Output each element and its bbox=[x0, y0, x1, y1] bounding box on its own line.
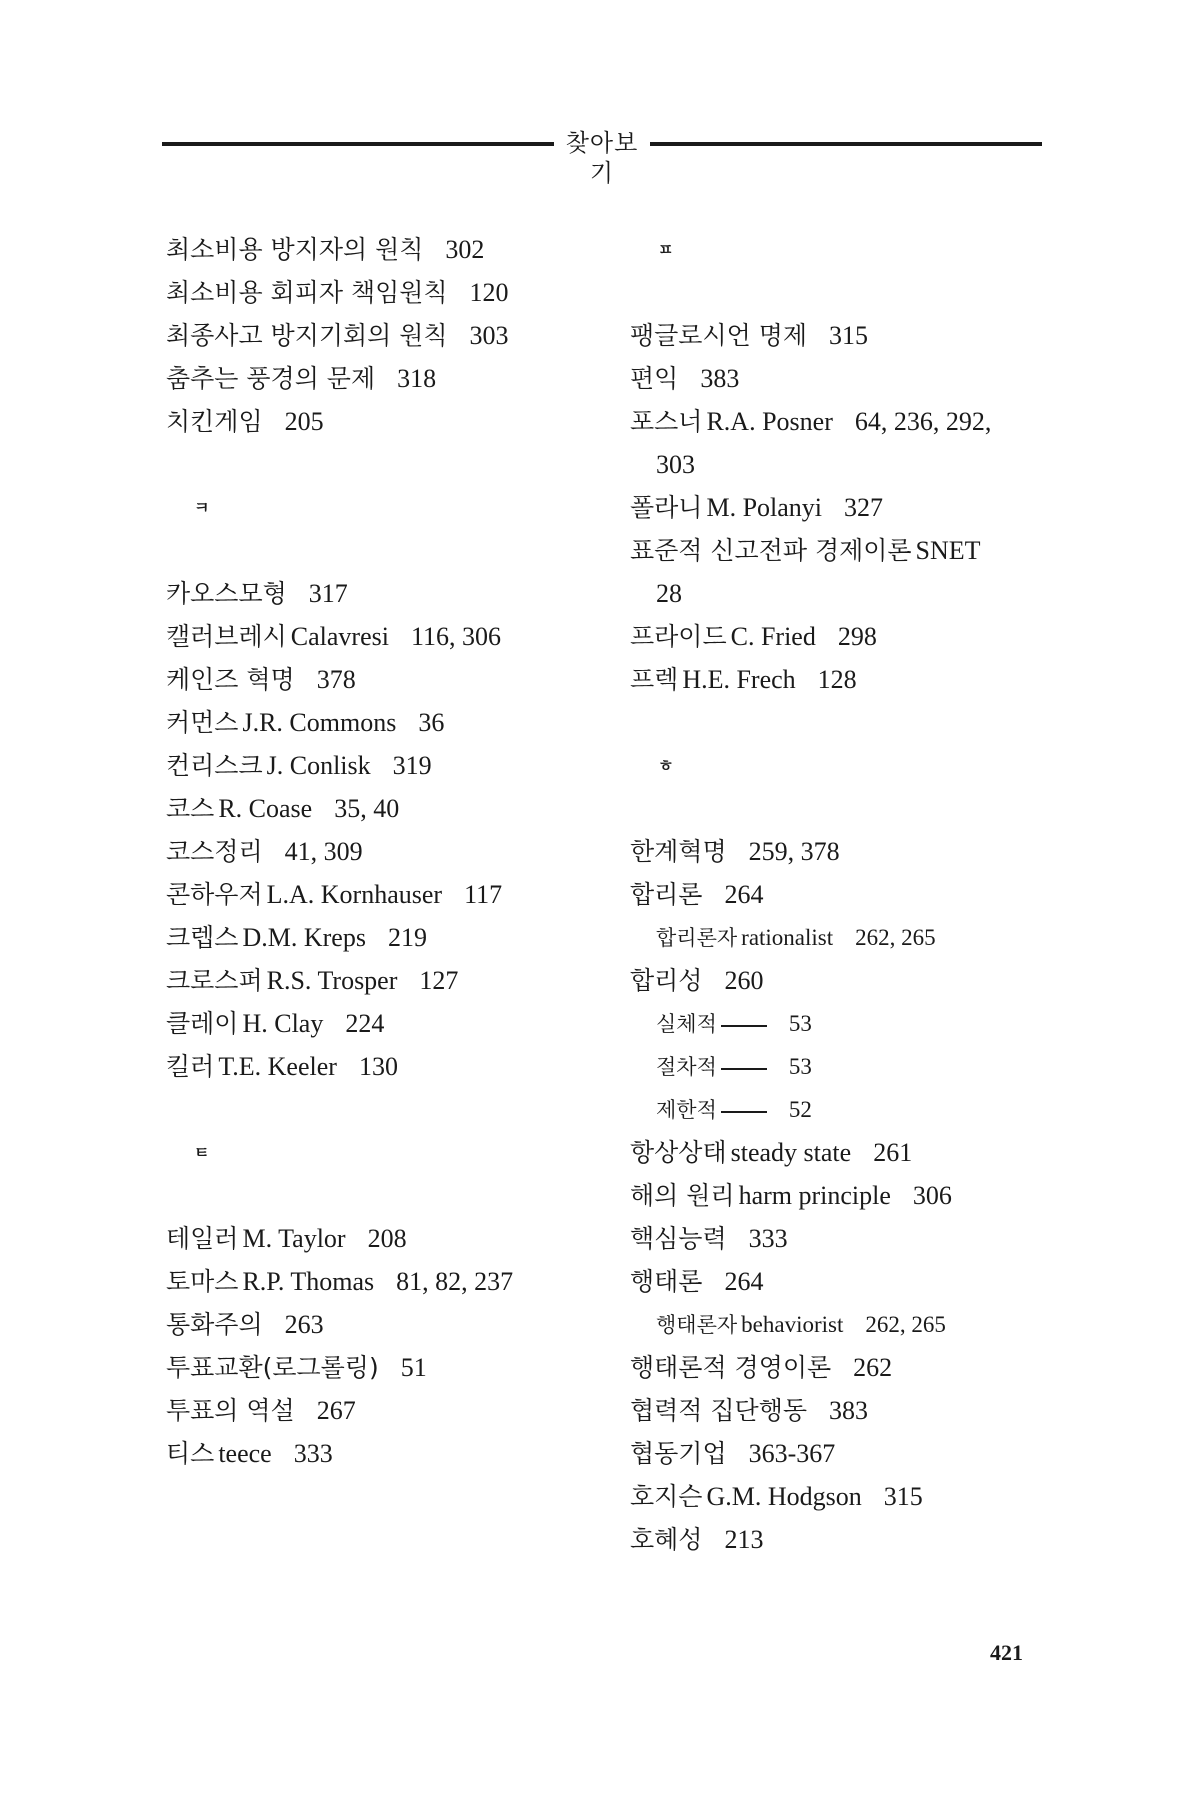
index-term: 치킨게임 bbox=[166, 407, 263, 436]
index-pages: 205 bbox=[284, 407, 324, 436]
index-entry bbox=[630, 400, 1070, 443]
index-pages: 315 bbox=[883, 1482, 923, 1511]
index-latin-name: steady state bbox=[730, 1138, 852, 1167]
index-entry bbox=[630, 1346, 1070, 1389]
index-term: 합리론 bbox=[630, 880, 703, 909]
index-entry bbox=[166, 1260, 606, 1303]
index-term: 통화주의 bbox=[166, 1310, 263, 1339]
index-spacer bbox=[166, 443, 606, 486]
index-entry bbox=[630, 658, 1070, 701]
index-entry bbox=[166, 873, 606, 916]
index-term: 캘러브레시 bbox=[166, 622, 287, 651]
index-pages: 261 bbox=[873, 1138, 913, 1167]
index-term: 핵심능력 bbox=[630, 1224, 727, 1253]
index-entry bbox=[630, 1174, 1070, 1217]
index-pages: 383 bbox=[700, 364, 740, 393]
section-heading: ㅎ bbox=[658, 756, 674, 775]
index-pages: 117 bbox=[464, 880, 503, 909]
index-subentry bbox=[630, 1045, 1070, 1088]
index-term: 포스너 bbox=[630, 407, 703, 436]
index-term: 표준적 신고전파 경제이론 bbox=[630, 536, 912, 565]
index-entry bbox=[630, 1389, 1070, 1432]
index-latin-name: J.R. Commons bbox=[242, 708, 397, 737]
index-latin-name: harm principle bbox=[738, 1181, 891, 1210]
index-term: 토마스 bbox=[166, 1267, 239, 1296]
index-term: 항상상태 bbox=[630, 1138, 727, 1167]
index-term: 콘하우저 bbox=[166, 880, 263, 909]
index-column-right bbox=[630, 228, 1070, 1561]
index-term: 폴라니 bbox=[630, 493, 703, 522]
index-column-left bbox=[166, 228, 606, 1475]
index-pages: 333 bbox=[293, 1439, 333, 1468]
index-term: 호지슨 bbox=[630, 1482, 703, 1511]
index-pages: 333 bbox=[748, 1224, 788, 1253]
index-entry bbox=[166, 744, 606, 787]
index-pages: 36 bbox=[418, 708, 445, 737]
index-term: 커먼스 bbox=[166, 708, 239, 737]
index-term: 합리론자 bbox=[656, 926, 738, 950]
index-pages: 383 bbox=[829, 1396, 868, 1425]
index-latin-name: R.A. Posner bbox=[706, 407, 833, 436]
index-spacer bbox=[166, 1174, 606, 1217]
index-term: 협동기업 bbox=[630, 1439, 727, 1468]
index-entry bbox=[630, 1475, 1070, 1518]
page-number: 421 bbox=[990, 1640, 1023, 1665]
index-pages: 41, 309 bbox=[284, 837, 363, 866]
index-term: 투표교환(로그롤링) bbox=[166, 1353, 379, 1382]
index-entry bbox=[166, 314, 606, 357]
index-term: 프라이드 bbox=[630, 622, 727, 651]
index-pages: 224 bbox=[345, 1009, 385, 1038]
index-entry bbox=[166, 1346, 606, 1389]
index-term: 킬러 bbox=[166, 1052, 215, 1081]
index-spacer bbox=[166, 1088, 606, 1131]
index-entry bbox=[630, 486, 1070, 529]
index-pages: 306 bbox=[912, 1181, 952, 1210]
index-entry bbox=[166, 830, 606, 873]
running-header bbox=[162, 128, 1042, 187]
index-latin-name: L.A. Kornhauser bbox=[266, 880, 443, 909]
index-latin-name: Calavresi bbox=[290, 622, 389, 651]
index-entry bbox=[630, 873, 1070, 916]
index-term: 클레이 bbox=[166, 1009, 239, 1038]
index-latin-name: R.S. Trosper bbox=[266, 966, 398, 995]
index-pages: 317 bbox=[308, 579, 348, 608]
index-latin-name: behaviorist bbox=[741, 1312, 844, 1337]
header-rule-left bbox=[162, 142, 554, 146]
index-latin-name: D.M. Kreps bbox=[242, 923, 366, 952]
index-term: 카오스모형 bbox=[166, 579, 287, 608]
repeat-dash bbox=[721, 1111, 767, 1113]
index-entry bbox=[166, 916, 606, 959]
index-pages: 52 bbox=[788, 1097, 812, 1122]
index-latin-name: SNET bbox=[915, 536, 981, 565]
index-term: 최종사고 방지기회의 원칙 bbox=[166, 321, 448, 350]
index-entry bbox=[166, 271, 606, 314]
index-subentry bbox=[630, 1303, 1070, 1346]
index-pages: 130 bbox=[358, 1052, 398, 1081]
index-entry bbox=[166, 228, 606, 271]
index-latin-name: R.P. Thomas bbox=[242, 1267, 375, 1296]
index-entry bbox=[166, 701, 606, 744]
index-entry bbox=[166, 1389, 606, 1432]
index-pages: 35, 40 bbox=[334, 794, 400, 823]
index-entry bbox=[630, 357, 1070, 400]
index-entry bbox=[166, 787, 606, 830]
index-term: 코스정리 bbox=[166, 837, 263, 866]
index-term: 행태론자 bbox=[656, 1313, 738, 1337]
index-latin-name: teece bbox=[218, 1439, 272, 1468]
index-latin-name: M. Taylor bbox=[242, 1224, 346, 1253]
index-subentry bbox=[630, 1002, 1070, 1045]
index-latin-name: H.E. Frech bbox=[682, 665, 796, 694]
index-pages: 116, 306 bbox=[410, 622, 501, 651]
index-term: 편익 bbox=[630, 364, 679, 393]
index-entry bbox=[166, 357, 606, 400]
index-term: 컨리스크 bbox=[166, 751, 263, 780]
index-latin-name: G.M. Hodgson bbox=[706, 1482, 862, 1511]
header-title: 찾아보기 bbox=[565, 129, 639, 187]
index-pages: 262, 265 bbox=[855, 925, 936, 950]
index-pages: 263 bbox=[284, 1310, 324, 1339]
index-latin-name: R. Coase bbox=[218, 794, 313, 823]
section-heading: ㅌ bbox=[194, 1143, 210, 1162]
index-term: 프렉 bbox=[630, 665, 679, 694]
index-term: 팽글로시언 명제 bbox=[630, 321, 807, 350]
index-pages: 81, 82, 237 bbox=[396, 1267, 514, 1296]
index-entry bbox=[166, 658, 606, 701]
index-spacer bbox=[630, 787, 1070, 830]
index-subentry bbox=[630, 1088, 1070, 1131]
index-continuation: 303 bbox=[656, 450, 695, 479]
index-pages: 219 bbox=[387, 923, 427, 952]
index-pages: 260 bbox=[724, 966, 764, 995]
section-heading: ㅍ bbox=[658, 240, 674, 259]
index-term: 티스 bbox=[166, 1439, 215, 1468]
index-pages: 259, 378 bbox=[748, 837, 840, 866]
index-pages: 378 bbox=[316, 665, 356, 694]
index-pages: 53 bbox=[788, 1011, 812, 1036]
index-spacer bbox=[166, 529, 606, 572]
index-term: 제한적 bbox=[656, 1098, 717, 1122]
index-term: 춤추는 풍경의 문제 bbox=[166, 364, 376, 393]
section-heading: ㅋ bbox=[194, 498, 210, 517]
index-latin-name: T.E. Keeler bbox=[218, 1052, 337, 1081]
index-entry bbox=[166, 615, 606, 658]
index-term: 최소비용 회피자 책임원칙 bbox=[166, 278, 448, 307]
index-pages: 51 bbox=[400, 1353, 427, 1382]
index-term: 한계혁명 bbox=[630, 837, 727, 866]
index-entry bbox=[166, 1217, 606, 1260]
index-entry bbox=[630, 959, 1070, 1002]
index-entry bbox=[630, 1432, 1070, 1475]
index-entry bbox=[166, 1045, 606, 1088]
index-pages: 264 bbox=[724, 1267, 764, 1296]
index-term: 행태론 bbox=[630, 1267, 703, 1296]
index-pages: 303 bbox=[469, 321, 509, 350]
index-pages: 120 bbox=[469, 278, 509, 307]
index-term: 케인즈 혁명 bbox=[166, 665, 295, 694]
index-entry bbox=[630, 1131, 1070, 1174]
header-rule-right bbox=[650, 142, 1042, 146]
index-pages: 298 bbox=[837, 622, 877, 651]
index-pages: 264 bbox=[724, 880, 764, 909]
index-entry bbox=[630, 314, 1070, 357]
index-pages: 53 bbox=[788, 1054, 812, 1079]
index-pages: 208 bbox=[367, 1224, 407, 1253]
index-entry bbox=[166, 1303, 606, 1346]
index-entry bbox=[166, 572, 606, 615]
index-pages: 64, 236, 292, bbox=[854, 407, 992, 436]
index-entry bbox=[166, 1002, 606, 1045]
index-pages: 315 bbox=[829, 321, 868, 350]
repeat-dash bbox=[721, 1068, 767, 1070]
index-entry bbox=[630, 1217, 1070, 1260]
index-pages: 267 bbox=[316, 1396, 356, 1425]
index-entry bbox=[166, 400, 606, 443]
index-term: 테일러 bbox=[166, 1224, 239, 1253]
index-pages: 363-367 bbox=[748, 1439, 836, 1468]
index-entry bbox=[166, 1432, 606, 1475]
index-term: 투표의 역설 bbox=[166, 1396, 295, 1425]
index-entry bbox=[630, 830, 1070, 873]
index-term: 합리성 bbox=[630, 966, 703, 995]
index-continuation: 28 bbox=[656, 579, 682, 608]
index-pages: 213 bbox=[724, 1525, 764, 1554]
index-latin-name: C. Fried bbox=[730, 622, 816, 651]
index-pages: 262, 265 bbox=[865, 1312, 946, 1337]
index-term: 크렙스 bbox=[166, 923, 239, 952]
index-term: 협력적 집단행동 bbox=[630, 1396, 807, 1425]
index-term: 크로스퍼 bbox=[166, 966, 263, 995]
index-entry bbox=[630, 1260, 1070, 1303]
index-term: 해의 원리 bbox=[630, 1181, 735, 1210]
index-pages: 327 bbox=[844, 493, 884, 522]
index-pages: 318 bbox=[397, 364, 437, 393]
index-pages: 128 bbox=[817, 665, 857, 694]
index-latin-name: J. Conlisk bbox=[266, 751, 371, 780]
index-spacer bbox=[630, 271, 1070, 314]
index-term: 코스 bbox=[166, 794, 215, 823]
index-latin-name: M. Polanyi bbox=[706, 493, 823, 522]
index-entry bbox=[166, 959, 606, 1002]
index-term: 절차적 bbox=[656, 1055, 717, 1079]
index-pages: 302 bbox=[445, 235, 485, 264]
index-latin-name: rationalist bbox=[741, 925, 834, 950]
index-subentry bbox=[630, 916, 1070, 959]
index-term: 실체적 bbox=[656, 1012, 717, 1036]
index-term: 행태론적 경영이론 bbox=[630, 1353, 832, 1382]
index-entry bbox=[630, 1518, 1070, 1561]
index-pages: 127 bbox=[419, 966, 459, 995]
index-entry bbox=[630, 529, 1070, 572]
index-term: 최소비용 방지자의 원칙 bbox=[166, 235, 424, 264]
index-entry bbox=[630, 615, 1070, 658]
index-term: 호혜성 bbox=[630, 1525, 703, 1554]
index-latin-name: H. Clay bbox=[242, 1009, 324, 1038]
repeat-dash bbox=[721, 1025, 767, 1027]
index-pages: 262 bbox=[853, 1353, 893, 1382]
index-pages: 319 bbox=[392, 751, 432, 780]
index-spacer bbox=[630, 701, 1070, 744]
